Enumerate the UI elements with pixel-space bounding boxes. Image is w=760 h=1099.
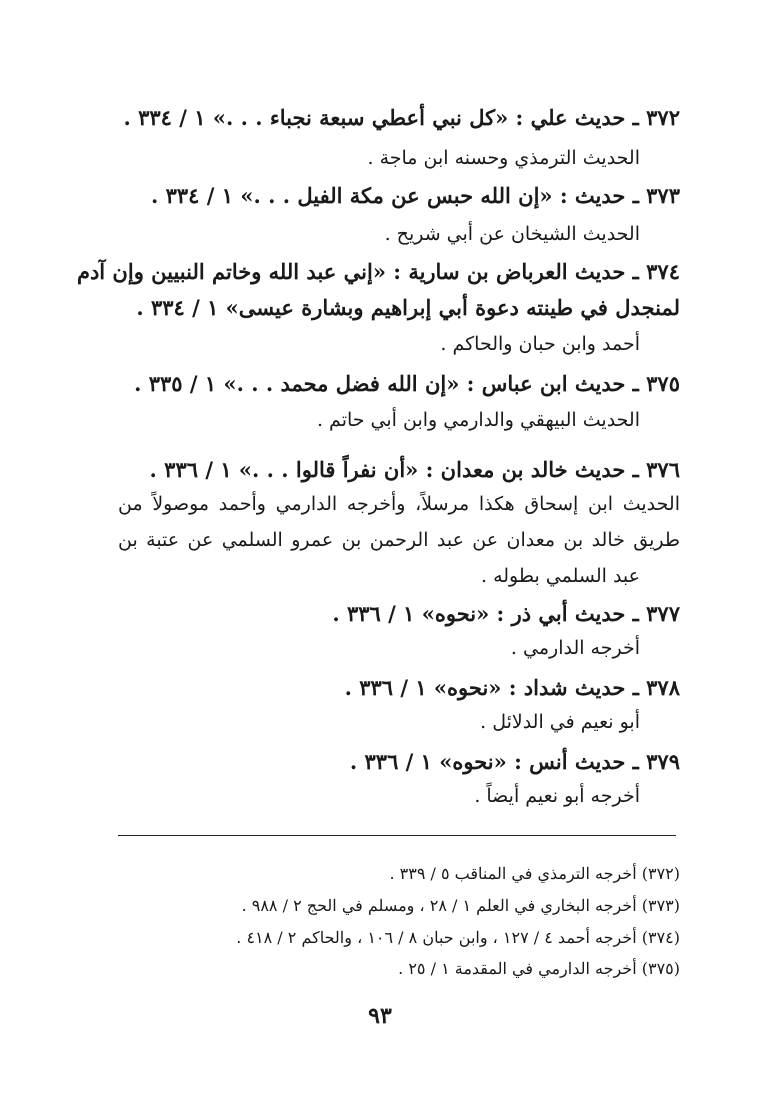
entry-376-body-line2: طريق خالد بن معدان عن عبد الرحمن بن عمرو السلمي عن عتبة بن (118, 529, 680, 551)
entry-376-heading: ٣٧٦ ـ حديث خالد بن معدان : «أن نفراً قالوا . . .» ١ / ٣٣٦ . (149, 457, 680, 482)
entry-379-body: أخرجه أبو نعيم أيضاً . (474, 785, 640, 807)
footnote-373: (٣٧٣) أخرجه البخاري في العلم ١ / ٢٨ ، ومسلم في الحج ٢ / ٩٨٨ . (241, 896, 680, 915)
footnote-374: (٣٧٤) أخرجه أحمد ٤ / ١٢٧ ، وابن حبان ٨ / ١٠٦ ، والحاكم ٢ / ٤١٨ . (236, 928, 680, 947)
page-number: ٩٣ (368, 1003, 392, 1029)
entry-372-body: الحديث الترمذي وحسنه ابن ماجة . (367, 147, 640, 169)
entry-378-body: أبو نعيم في الدلائل . (480, 711, 640, 733)
entry-378-heading: ٣٧٨ ـ حديث شداد : «نحوه» ١ / ٣٣٦ . (344, 675, 680, 700)
entry-374-body: أحمد وابن حبان والحاكم . (440, 333, 640, 355)
entry-379-heading: ٣٧٩ ـ حديث أنس : «نحوه» ١ / ٣٣٦ . (349, 749, 680, 774)
entry-374-heading-line2: لمنجدل في طينته دعوة أبي إبراهيم وبشارة عيسى» ١ / ٣٣٤ . (136, 295, 680, 320)
entry-375-body: الحديث البيهقي والدارمي وابن أبي حاتم . (316, 409, 640, 431)
entry-373-heading: ٣٧٣ ـ حديث : «إن الله حبس عن مكة الفيل . . .» ١ / ٣٣٤ . (151, 183, 680, 208)
entry-372-heading: ٣٧٢ ـ حديث علي : «كل نبي أعطي سبعة نجباء . . .» ١ / ٣٣٤ . (123, 105, 680, 130)
entry-377-heading: ٣٧٧ ـ حديث أبي ذر : «نحوه» ١ / ٣٣٦ . (332, 601, 680, 626)
entry-373-body: الحديث الشيخان عن أبي شريح . (384, 223, 640, 245)
entry-376-body-line1: الحديث ابن إسحاق هكذا مرسلاً، وأخرجه الدارمي وأحمد موصولاً من (118, 493, 680, 515)
footnote-372: (٣٧٢) أخرجه الترمذي في المناقب ٥ / ٣٣٩ . (389, 864, 680, 883)
entry-374-heading-line1: ٣٧٤ ـ حديث العرباض بن سارية : «إني عبد الله وخاتم النبيين وإن آدم (76, 259, 680, 284)
entry-375-heading: ٣٧٥ ـ حديث ابن عباس : «إن الله فضل محمد . . .» ١ / ٣٣٥ . (134, 371, 680, 396)
footnote-375: (٣٧٥) أخرجه الدارمي في المقدمة ١ / ٢٥ . (398, 959, 680, 978)
entry-377-body: أخرجه الدارمي . (510, 637, 640, 659)
footnote-separator (118, 835, 676, 836)
entry-376-body-line3: عبد السلمي بطوله . (481, 565, 640, 587)
